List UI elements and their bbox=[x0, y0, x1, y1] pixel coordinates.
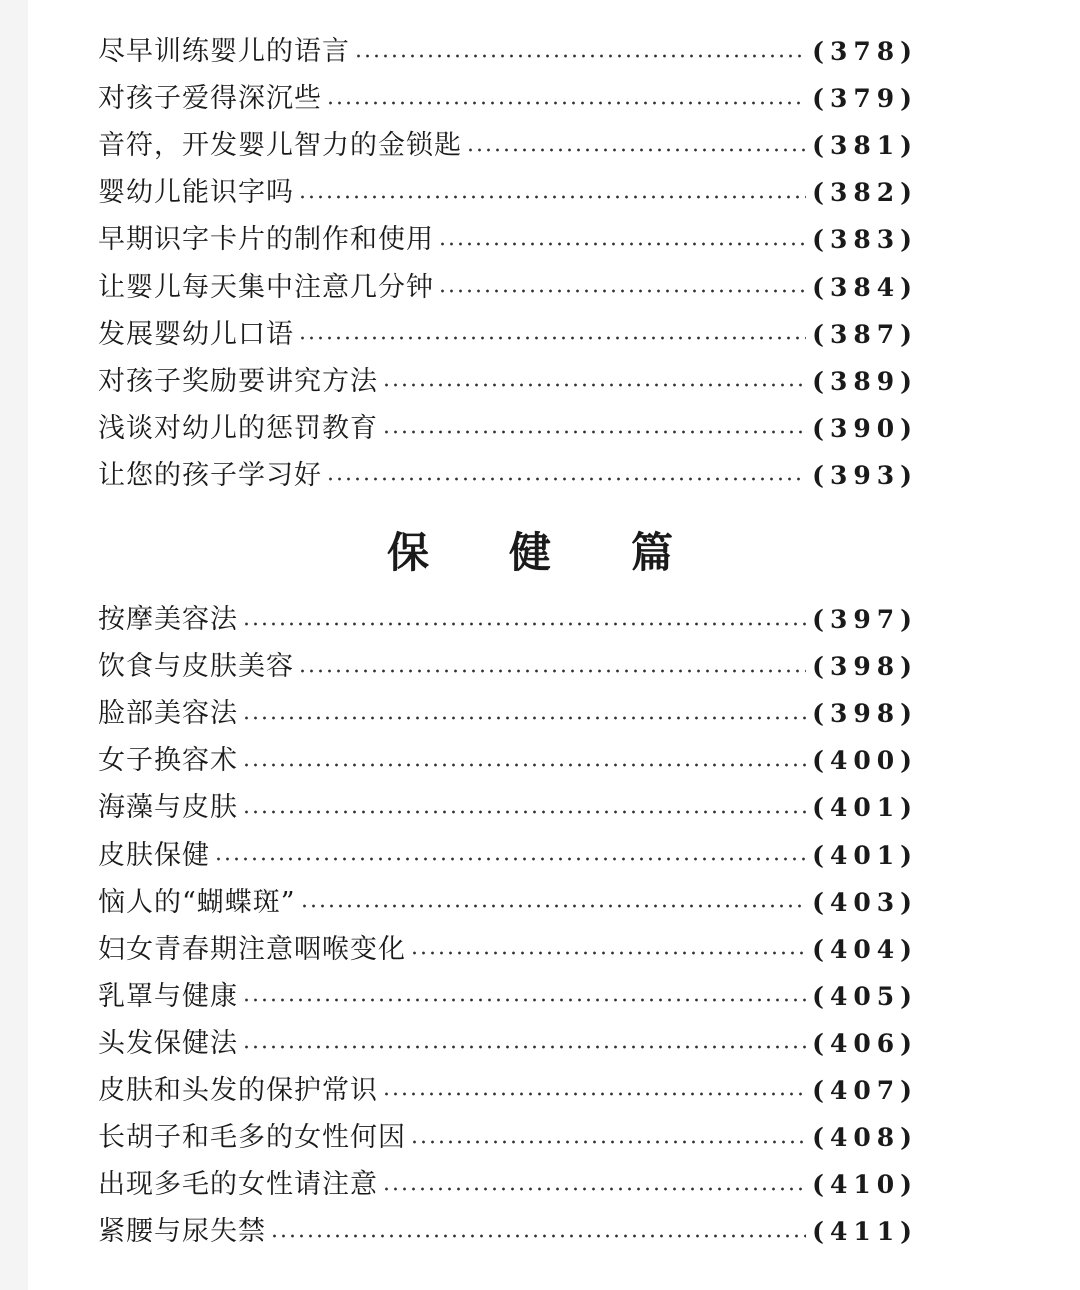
toc-entry-title: 对孩子奖励要讲究方法 bbox=[98, 365, 378, 397]
dot-leader bbox=[242, 997, 806, 1003]
toc-entry-page: (389) bbox=[812, 366, 918, 396]
toc-entry-page: (379) bbox=[812, 84, 918, 114]
toc-entry bbox=[98, 452, 918, 499]
toc-entry-title: 乳罩与健康 bbox=[98, 980, 238, 1012]
toc-entry-page: (382) bbox=[812, 178, 918, 208]
toc-entry-title: 女子换容术 bbox=[98, 745, 238, 777]
dot-leader bbox=[382, 1186, 806, 1192]
dot-leader bbox=[382, 1091, 806, 1097]
dot-leader bbox=[326, 476, 806, 482]
toc-entry bbox=[98, 405, 918, 452]
dot-leader bbox=[438, 241, 806, 247]
toc-entry-page: (384) bbox=[812, 272, 918, 302]
toc-entry-page: (398) bbox=[812, 652, 918, 682]
toc-entry bbox=[98, 216, 918, 263]
toc-entry-title: 婴幼儿能识字吗 bbox=[98, 177, 294, 209]
toc-entry-page: (390) bbox=[812, 413, 918, 443]
toc-entry-page: (381) bbox=[812, 131, 918, 161]
toc-entry-title: 对孩子爱得深沉些 bbox=[98, 83, 322, 115]
toc-entry-title: 发展婴幼儿口语 bbox=[98, 318, 294, 350]
toc-entry-title: 海藻与皮肤 bbox=[98, 792, 238, 824]
toc-entry-page: (400) bbox=[812, 746, 918, 776]
toc-entry-page: (393) bbox=[812, 460, 918, 490]
toc-entry-page: (401) bbox=[812, 793, 918, 823]
dot-leader bbox=[382, 429, 806, 435]
toc-entry bbox=[98, 926, 918, 973]
toc-entry bbox=[98, 643, 918, 690]
dot-leader bbox=[242, 762, 806, 768]
toc-entry bbox=[98, 831, 918, 878]
dot-leader bbox=[214, 856, 806, 862]
dot-leader bbox=[242, 1044, 806, 1050]
toc-entry-title: 恼人的“蝴蝶斑” bbox=[98, 886, 296, 918]
dot-leader bbox=[242, 809, 806, 815]
toc-list-part1 bbox=[98, 28, 918, 499]
toc-entry bbox=[98, 690, 918, 737]
toc-entry bbox=[98, 311, 918, 358]
scan-margin bbox=[0, 0, 28, 1290]
toc-entry-title: 让您的孩子学习好 bbox=[98, 459, 322, 491]
toc-entry-page: (378) bbox=[812, 37, 918, 67]
toc-entry-title: 妇女青春期注意咽喉变化 bbox=[98, 933, 406, 965]
toc-entry-page: (403) bbox=[812, 887, 918, 917]
toc-entry-title: 浅谈对幼儿的惩罚教育 bbox=[98, 412, 378, 444]
toc-entry-page: (401) bbox=[812, 840, 918, 870]
toc-entry bbox=[98, 1161, 918, 1208]
toc-entry-page: (405) bbox=[812, 981, 918, 1011]
toc-entry bbox=[98, 784, 918, 831]
toc-entry bbox=[98, 737, 918, 784]
toc-entry-title: 让婴儿每天集中注意几分钟 bbox=[98, 271, 434, 303]
toc-entry-page: (397) bbox=[812, 605, 918, 635]
toc-entry-page: (410) bbox=[812, 1170, 918, 1200]
toc-entry-title: 音符，开发婴儿智力的金锁匙 bbox=[98, 130, 462, 162]
toc-entry-title: 头发保健法 bbox=[98, 1027, 238, 1059]
toc-entry bbox=[98, 28, 918, 75]
toc-entry-page: (387) bbox=[812, 319, 918, 349]
toc-entry-title: 皮肤保健 bbox=[98, 839, 210, 871]
toc-entry-title: 出现多毛的女性请注意 bbox=[98, 1169, 378, 1201]
toc-entry bbox=[98, 169, 918, 216]
section-heading: 保健篇 bbox=[386, 528, 753, 577]
toc-entry-title: 脸部美容法 bbox=[98, 698, 238, 730]
toc-entry-page: (406) bbox=[812, 1028, 918, 1058]
toc-entry-page: (404) bbox=[812, 934, 918, 964]
toc-entry-page: (383) bbox=[812, 225, 918, 255]
toc-entry-page: (411) bbox=[812, 1217, 918, 1247]
dot-leader bbox=[410, 1139, 806, 1145]
toc-entry bbox=[98, 1114, 918, 1161]
toc-entry bbox=[98, 75, 918, 122]
toc-entry bbox=[98, 122, 918, 169]
toc-entry bbox=[98, 596, 918, 643]
toc-entry bbox=[98, 263, 918, 310]
toc-entry-title: 饮食与皮肤美容 bbox=[98, 651, 294, 683]
toc-entry bbox=[98, 1067, 918, 1114]
toc-entry bbox=[98, 358, 918, 405]
toc-entry-title: 长胡子和毛多的女性何因 bbox=[98, 1122, 406, 1154]
dot-leader bbox=[354, 53, 806, 59]
toc-entry-title: 早期识字卡片的制作和使用 bbox=[98, 224, 434, 256]
dot-leader bbox=[298, 194, 806, 200]
dot-leader bbox=[298, 335, 806, 341]
toc-entry-title: 皮肤和头发的保护常识 bbox=[98, 1074, 378, 1106]
toc-entry-title: 按摩美容法 bbox=[98, 604, 238, 636]
dot-leader bbox=[438, 288, 806, 294]
dot-leader bbox=[298, 668, 806, 674]
dot-leader bbox=[300, 903, 807, 909]
dot-leader bbox=[242, 715, 806, 721]
toc-entry bbox=[98, 1208, 918, 1255]
toc-entry-page: (407) bbox=[812, 1075, 918, 1105]
toc-entry-page: (408) bbox=[812, 1123, 918, 1153]
toc-entry bbox=[98, 973, 918, 1020]
dot-leader bbox=[242, 621, 806, 627]
toc-entry-page: (398) bbox=[812, 699, 918, 729]
dot-leader bbox=[326, 100, 806, 106]
dot-leader bbox=[410, 950, 806, 956]
toc-entry bbox=[98, 879, 918, 926]
dot-leader bbox=[270, 1233, 806, 1239]
toc-list-part2 bbox=[98, 596, 918, 1255]
dot-leader bbox=[382, 382, 806, 388]
toc-entry-title: 紧腰与尿失禁 bbox=[98, 1216, 266, 1248]
toc-entry-title: 尽早训练婴儿的语言 bbox=[98, 36, 350, 68]
toc-entry bbox=[98, 1020, 918, 1067]
dot-leader bbox=[466, 147, 806, 153]
